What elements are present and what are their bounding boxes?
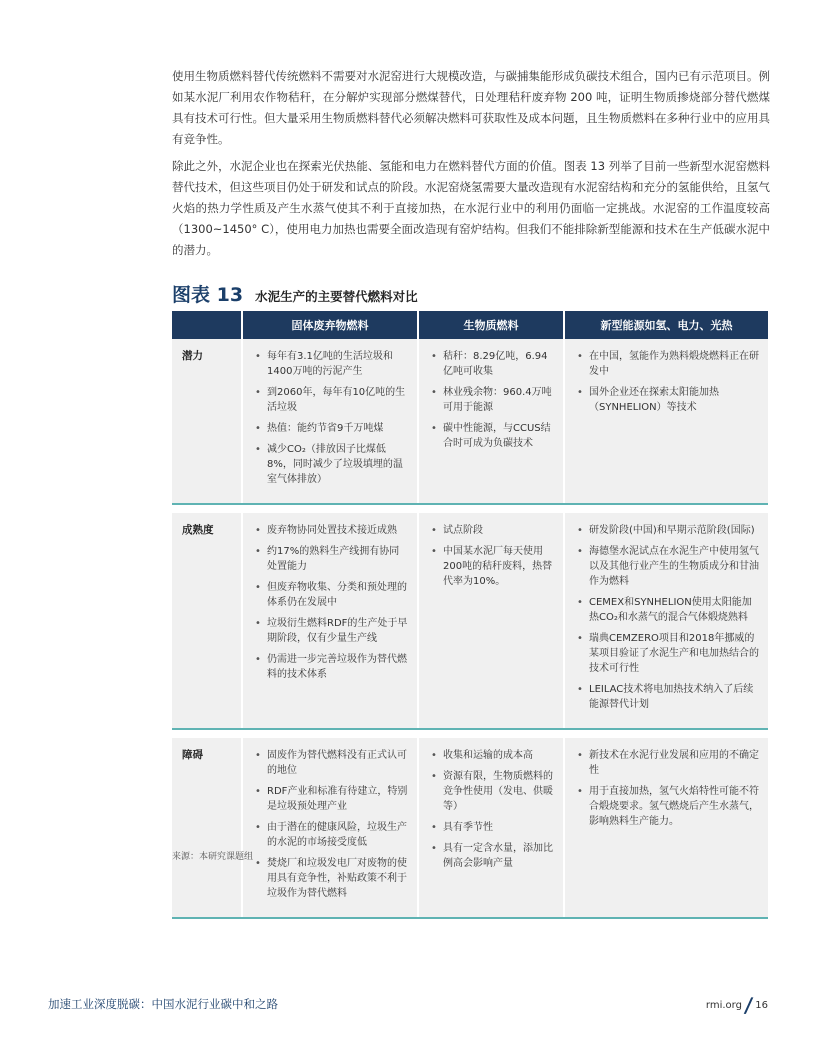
table-row-potential: [172, 339, 768, 504]
list-item: • 在中国，氢能作为熟料煅烧燃料正在研发中: [589, 349, 760, 379]
list-item: • 由于潜在的健康风险，垃圾生产的水泥的市场接受度低: [267, 820, 409, 850]
list-item: • 海德堡水泥试点在水泥生产中使用氢气以及其他行业产生的生物质成分和甘油作为燃料: [589, 544, 760, 589]
bullet-list: [253, 748, 409, 901]
list-item: • 试点阶段: [443, 523, 555, 538]
list-item: • 到2060年，每年有10亿吨的生活垃圾: [267, 385, 409, 415]
cell-biomass: [418, 513, 564, 729]
list-item: • 新技术在水泥行业发展和应用的不确定性: [589, 748, 760, 778]
body-paragraph-2: 除此之外，水泥企业也在探索光伏热能、氢能和电力在燃料替代方面的价值。图表 13 列举了目前一些新型水泥窑燃料替代技术，但这些项目仍处于研发和试点的阶段。水泥窑烧氢需要大量改造现有水泥窑结构和充分的氢能供给，且氢气火焰的热力学性质及产生水蒸气使其不利于直接加热，在水泥行业中的利用仍面临一定挑战。水泥窑的工作温度较高（1300~1450° C），使用电力加热也需要全面改造现有窑炉结构。但我们不能排除新型能源和技术在生产低碳水泥中的潜力。: [172, 159, 770, 257]
list-item: • 仍需进一步完善垃圾作为替代燃料的技术体系: [267, 652, 409, 682]
list-item: • 每年有3.1亿吨的生活垃圾和1400万吨的污泥产生: [267, 349, 409, 379]
cell-new-energy: [564, 513, 768, 729]
list-item: • 研发阶段(中国)和早期示范阶段(国际): [589, 523, 760, 538]
bullet-list: [253, 349, 409, 487]
bullet-list: [575, 349, 760, 415]
list-item: • 秸秆：8.29亿吨，6.94亿吨可收集: [443, 349, 555, 379]
list-item: • 资源有限，生物质燃料的竞争性使用（发电、供暖等）: [443, 769, 555, 814]
list-item: • LEILAC技术将电加热技术纳入了后续能源替代计划: [589, 682, 760, 712]
footer-site: rmi.org: [705, 999, 742, 1011]
figure-number: 图表 13: [172, 284, 244, 306]
footer-page-info: [705, 993, 768, 1017]
slash-divider-icon: /: [743, 993, 754, 1017]
list-item: • 废弃物协同处置技术接近成熟: [267, 523, 409, 538]
row-label: 潜力: [172, 339, 242, 504]
cell-solid-waste: [242, 339, 418, 504]
table-header-row: [172, 311, 768, 339]
figure-title: [172, 280, 418, 307]
bullet-list: [429, 523, 555, 589]
cell-solid-waste: [242, 738, 418, 918]
bullet-list: [429, 349, 555, 451]
cell-new-energy: [564, 738, 768, 918]
figure-caption: 水泥生产的主要替代燃料对比: [255, 289, 418, 304]
source-note: 来源：本研究课题组: [172, 852, 254, 862]
row-spacer: [172, 729, 768, 738]
page-number: 16: [755, 999, 768, 1011]
list-item: • CEMEX和SYNHELION使用太阳能加热CO₂和水蒸气的混合气体煅烧熟料: [589, 595, 760, 625]
bullet-list: [253, 523, 409, 682]
list-item: • 约17%的熟料生产线拥有协同处置能力: [267, 544, 409, 574]
header-biomass-fuel: 生物质燃料: [418, 311, 564, 339]
list-item: • 固废作为替代燃料没有正式认可的地位: [267, 748, 409, 778]
list-item: • 林业残余物：960.4万吨可用于能源: [443, 385, 555, 415]
list-item: • 中国某水泥厂每天使用200吨的秸秆废料，热替代率为10%。: [443, 544, 555, 589]
header-new-energy: 新型能源如氢、电力、光热: [564, 311, 768, 339]
comparison-table: [172, 311, 768, 919]
cell-biomass: [418, 339, 564, 504]
list-item: • 国外企业还在探索太阳能加热（SYNHELION）等技术: [589, 385, 760, 415]
list-item: • 具有季节性: [443, 820, 555, 835]
row-label: 障碍: [172, 738, 242, 918]
list-item: • RDF产业和标准有待建立，特别是垃圾预处理产业: [267, 784, 409, 814]
bullet-list: [429, 748, 555, 871]
body-paragraph-1: 使用生物质燃料替代传统燃料不需要对水泥窑进行大规模改造，与碳捕集能形成负碳技术组合，国内已有示范项目。例如某水泥厂利用农作物秸秆，在分解炉实现部分燃煤替代，日处理秸秆废弃物 200 吨，证明生物质掺烧部分替代燃煤具有技术可行性。但大量采用生物质燃料替代必须解决燃料可获取性及成本问题，且生物质燃料在多种行业中的应用具有竞争性。: [172, 69, 770, 146]
cell-solid-waste: [242, 513, 418, 729]
list-item: • 焚烧厂和垃圾发电厂对废物的使用具有竞争性，补贴政策不利于垃圾作为替代燃料: [267, 856, 409, 901]
bullet-list: [575, 523, 760, 712]
list-item: • 收集和运输的成本高: [443, 748, 555, 763]
cell-biomass: [418, 738, 564, 918]
list-item: • 但废弃物收集、分类和预处理的体系仍在发展中: [267, 580, 409, 610]
list-item: • 用于直接加热，氢气火焰特性可能不符合煅烧要求。氢气燃烧后产生水蒸气，影响熟料生产能力。: [589, 784, 760, 829]
list-item: • 减少CO₂（排放因子比煤低8%，同时减少了垃圾填埋的温室气体排放）: [267, 442, 409, 487]
table-row-barriers: [172, 738, 768, 918]
row-spacer: [172, 504, 768, 513]
table-row-maturity: [172, 513, 768, 729]
header-solid-waste-fuel: 固体废弃物燃料: [242, 311, 418, 339]
list-item: • 瑞典CEMZERO项目和2018年挪威的某项目验证了水泥生产和电加热结合的技术可行性: [589, 631, 760, 676]
list-item: • 碳中性能源，与CCUS结合时可成为负碳技术: [443, 421, 555, 451]
cell-new-energy: [564, 339, 768, 504]
list-item: • 垃圾衍生燃料RDF的生产处于早期阶段，仅有少量生产线: [267, 616, 409, 646]
header-empty: [172, 311, 242, 339]
list-item: • 热值：能约节省9千万吨煤: [267, 421, 409, 436]
list-item: • 具有一定含水量，添加比例高会影响产量: [443, 841, 555, 871]
row-label: 成熟度: [172, 513, 242, 729]
bullet-list: [575, 748, 760, 829]
footer-title: 加速工业深度脱碳：中国水泥行业碳中和之路: [48, 997, 278, 1011]
